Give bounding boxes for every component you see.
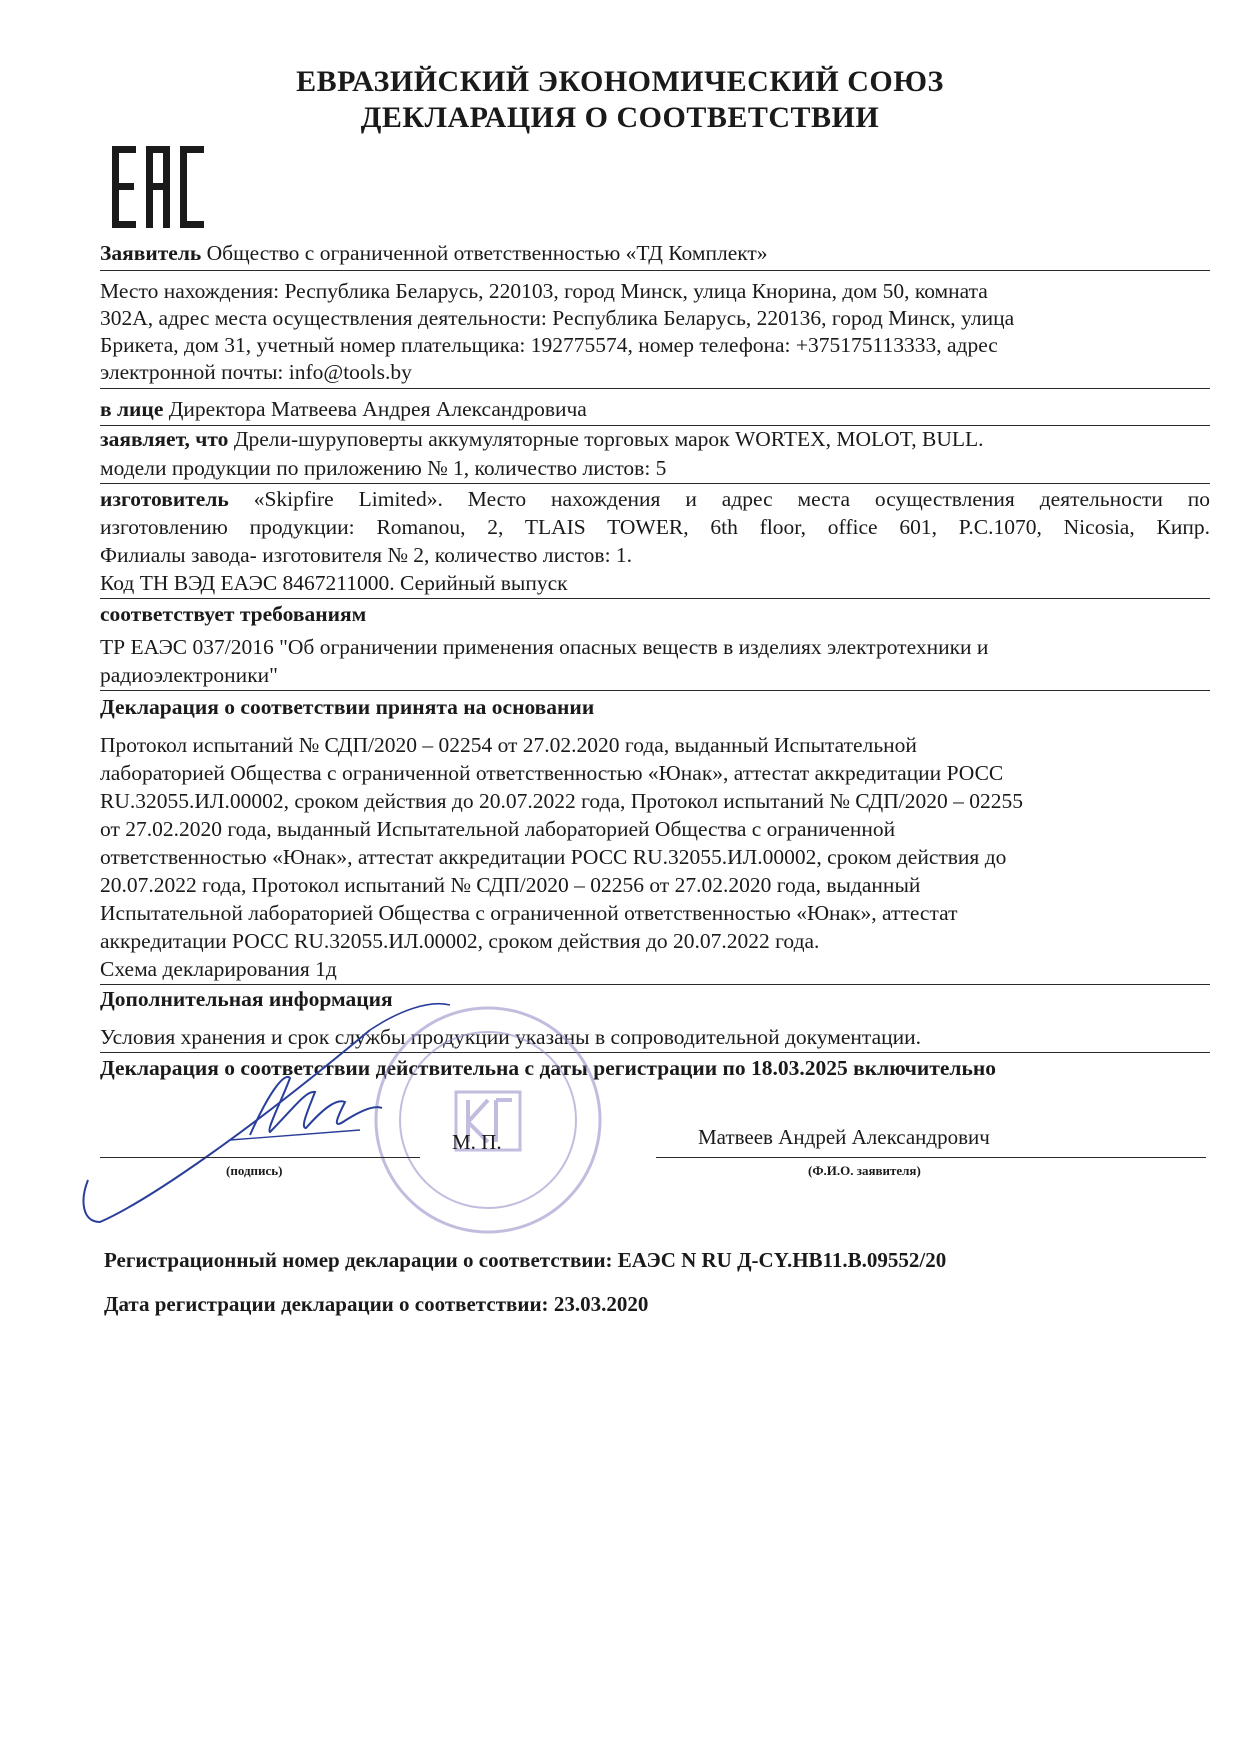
manufacturer-line-1: «Skipfire Limited». Место нахождения и адрес места осуществления деятельности по [253,487,1210,511]
declares-value: Дрели-шуруповерты аккумуляторные торговых марок WORTEX, MOLOT, BULL. [233,427,984,451]
registration-number: ЕАЭС N RU Д-CY.НВ11.В.09552/20 [617,1248,947,1272]
requirements-line-2: радиоэлектроники" [100,663,278,687]
name-line [656,1157,1206,1158]
divider [100,690,1210,691]
basis-line-5: ответственностью «Юнак», аттестат аккредитации РОСС RU.32055.ИЛ.00002, сроком действия до [100,845,1007,869]
registration-date-label: Дата регистрации декларации о соответствии: [104,1292,549,1316]
location-line-2: 302А, адрес места осуществления деятельности: Республика Беларусь, 220136, город Минск, улица [100,306,1015,330]
registration-number-row [104,1248,946,1273]
requirements-line-1: ТР ЕАЭС 037/2016 "Об ограничении применения опасных веществ в изделиях электротехники и [100,635,989,659]
declares-row [100,425,1210,453]
basis-line-2: лабораторией Общества с ограниченной ответственностью «Юнак», аттестат аккредитации РОСС [100,761,1004,785]
scheme-text: Схема декларирования 1д [100,957,337,981]
signature [70,960,550,1240]
requirements-label: соответствует требованиям [100,602,367,626]
validity-text: Декларация о соответствии действительна с даты регистрации по 18.03.2025 включительно [100,1056,996,1080]
applicant-row [100,239,1210,267]
divider [100,598,1210,599]
signature-line [100,1157,420,1158]
header-title-declaration: ДЕКЛАРАЦИЯ О СООТВЕТСТВИИ [360,101,880,134]
person-label: в лице [100,397,164,421]
basis-line-8: аккредитации РОСС RU.32055.ИЛ.00002, сроком действия до 20.07.2022 года. [100,929,820,953]
registration-date: 23.03.2020 [553,1292,649,1316]
divider [100,483,1210,484]
mp-text: М. П. [452,1130,502,1154]
applicant-value: Общество с ограниченной ответственностью «ТД Комплект» [206,241,768,265]
registration-date-row [104,1292,648,1317]
declares-label: заявляет, что [100,427,229,451]
manufacturer-label: изготовитель [100,487,229,511]
manufacturer-row [100,485,1210,513]
signatory-name: Матвеев Андрей Александрович [698,1125,990,1149]
basis-line-7: Испытательной лабораторией Общества с ограниченной ответственностью «Юнак», аттестат [100,901,958,925]
divider [100,388,1210,389]
basis-line-6: 20.07.2022 года, Протокол испытаний № СДП/2020 – 02256 от 27.02.2020 года, выданный [100,873,921,897]
basis-line-3: RU.32055.ИЛ.00002, сроком действия до 20.07.2022 года, Протокол испытаний № СДП/2020 – 02255 [100,789,1023,813]
declares-line-2: модели продукции по приложению № 1, количество листов: 5 [100,456,667,480]
eac-logo [112,146,204,228]
caption-name: (Ф.И.О. заявителя) [808,1163,921,1178]
additional-label: Дополнительная информация [100,987,393,1011]
person-row [100,395,1210,423]
divider [100,270,1210,271]
header-title-union: ЕВРАЗИЙСКИЙ ЭКОНОМИЧЕСКИЙ СОЮЗ [296,65,944,98]
location-line-3: Брикета, дом 31, учетный номер плательщика: 192775574, номер телефона: +375175113333, адрес [100,333,998,357]
manufacturer-line-2: изготовлению продукции: Romanou, 2, TLAIS TOWER, 6th floor, office 601, P.C.1070, Nicosia, Кипр. [100,515,1210,539]
applicant-label: Заявитель [100,241,202,265]
location-line-4: электронной почты: info@tools.by [100,360,412,384]
caption-signature: (подпись) [226,1163,283,1178]
basis-line-4: от 27.02.2020 года, выданный Испытательной лабораторией Общества с ограниченной [100,817,896,841]
manufacturer-line-4: Код ТН ВЭД ЕАЭС 8467211000. Серийный выпуск [100,571,568,595]
additional-value: Условия хранения и срок службы продукции указаны в сопроводительной документации. [100,1025,922,1049]
basis-label: Декларация о соответствии принята на основании [100,695,595,719]
location-line-1: Место нахождения: Республика Беларусь, 220103, город Минск, улица Кнорина, дом 50, комната [100,279,988,303]
manufacturer-line-3: Филиалы завода- изготовителя № 2, количество листов: 1. [100,543,633,567]
basis-line-1: Протокол испытаний № СДП/2020 – 02254 от 27.02.2020 года, выданный Испытательной [100,733,917,757]
registration-number-label: Регистрационный номер декларации о соответствии: [104,1248,613,1272]
person-value: Директора Матвеева Андрея Александровича [168,397,587,421]
